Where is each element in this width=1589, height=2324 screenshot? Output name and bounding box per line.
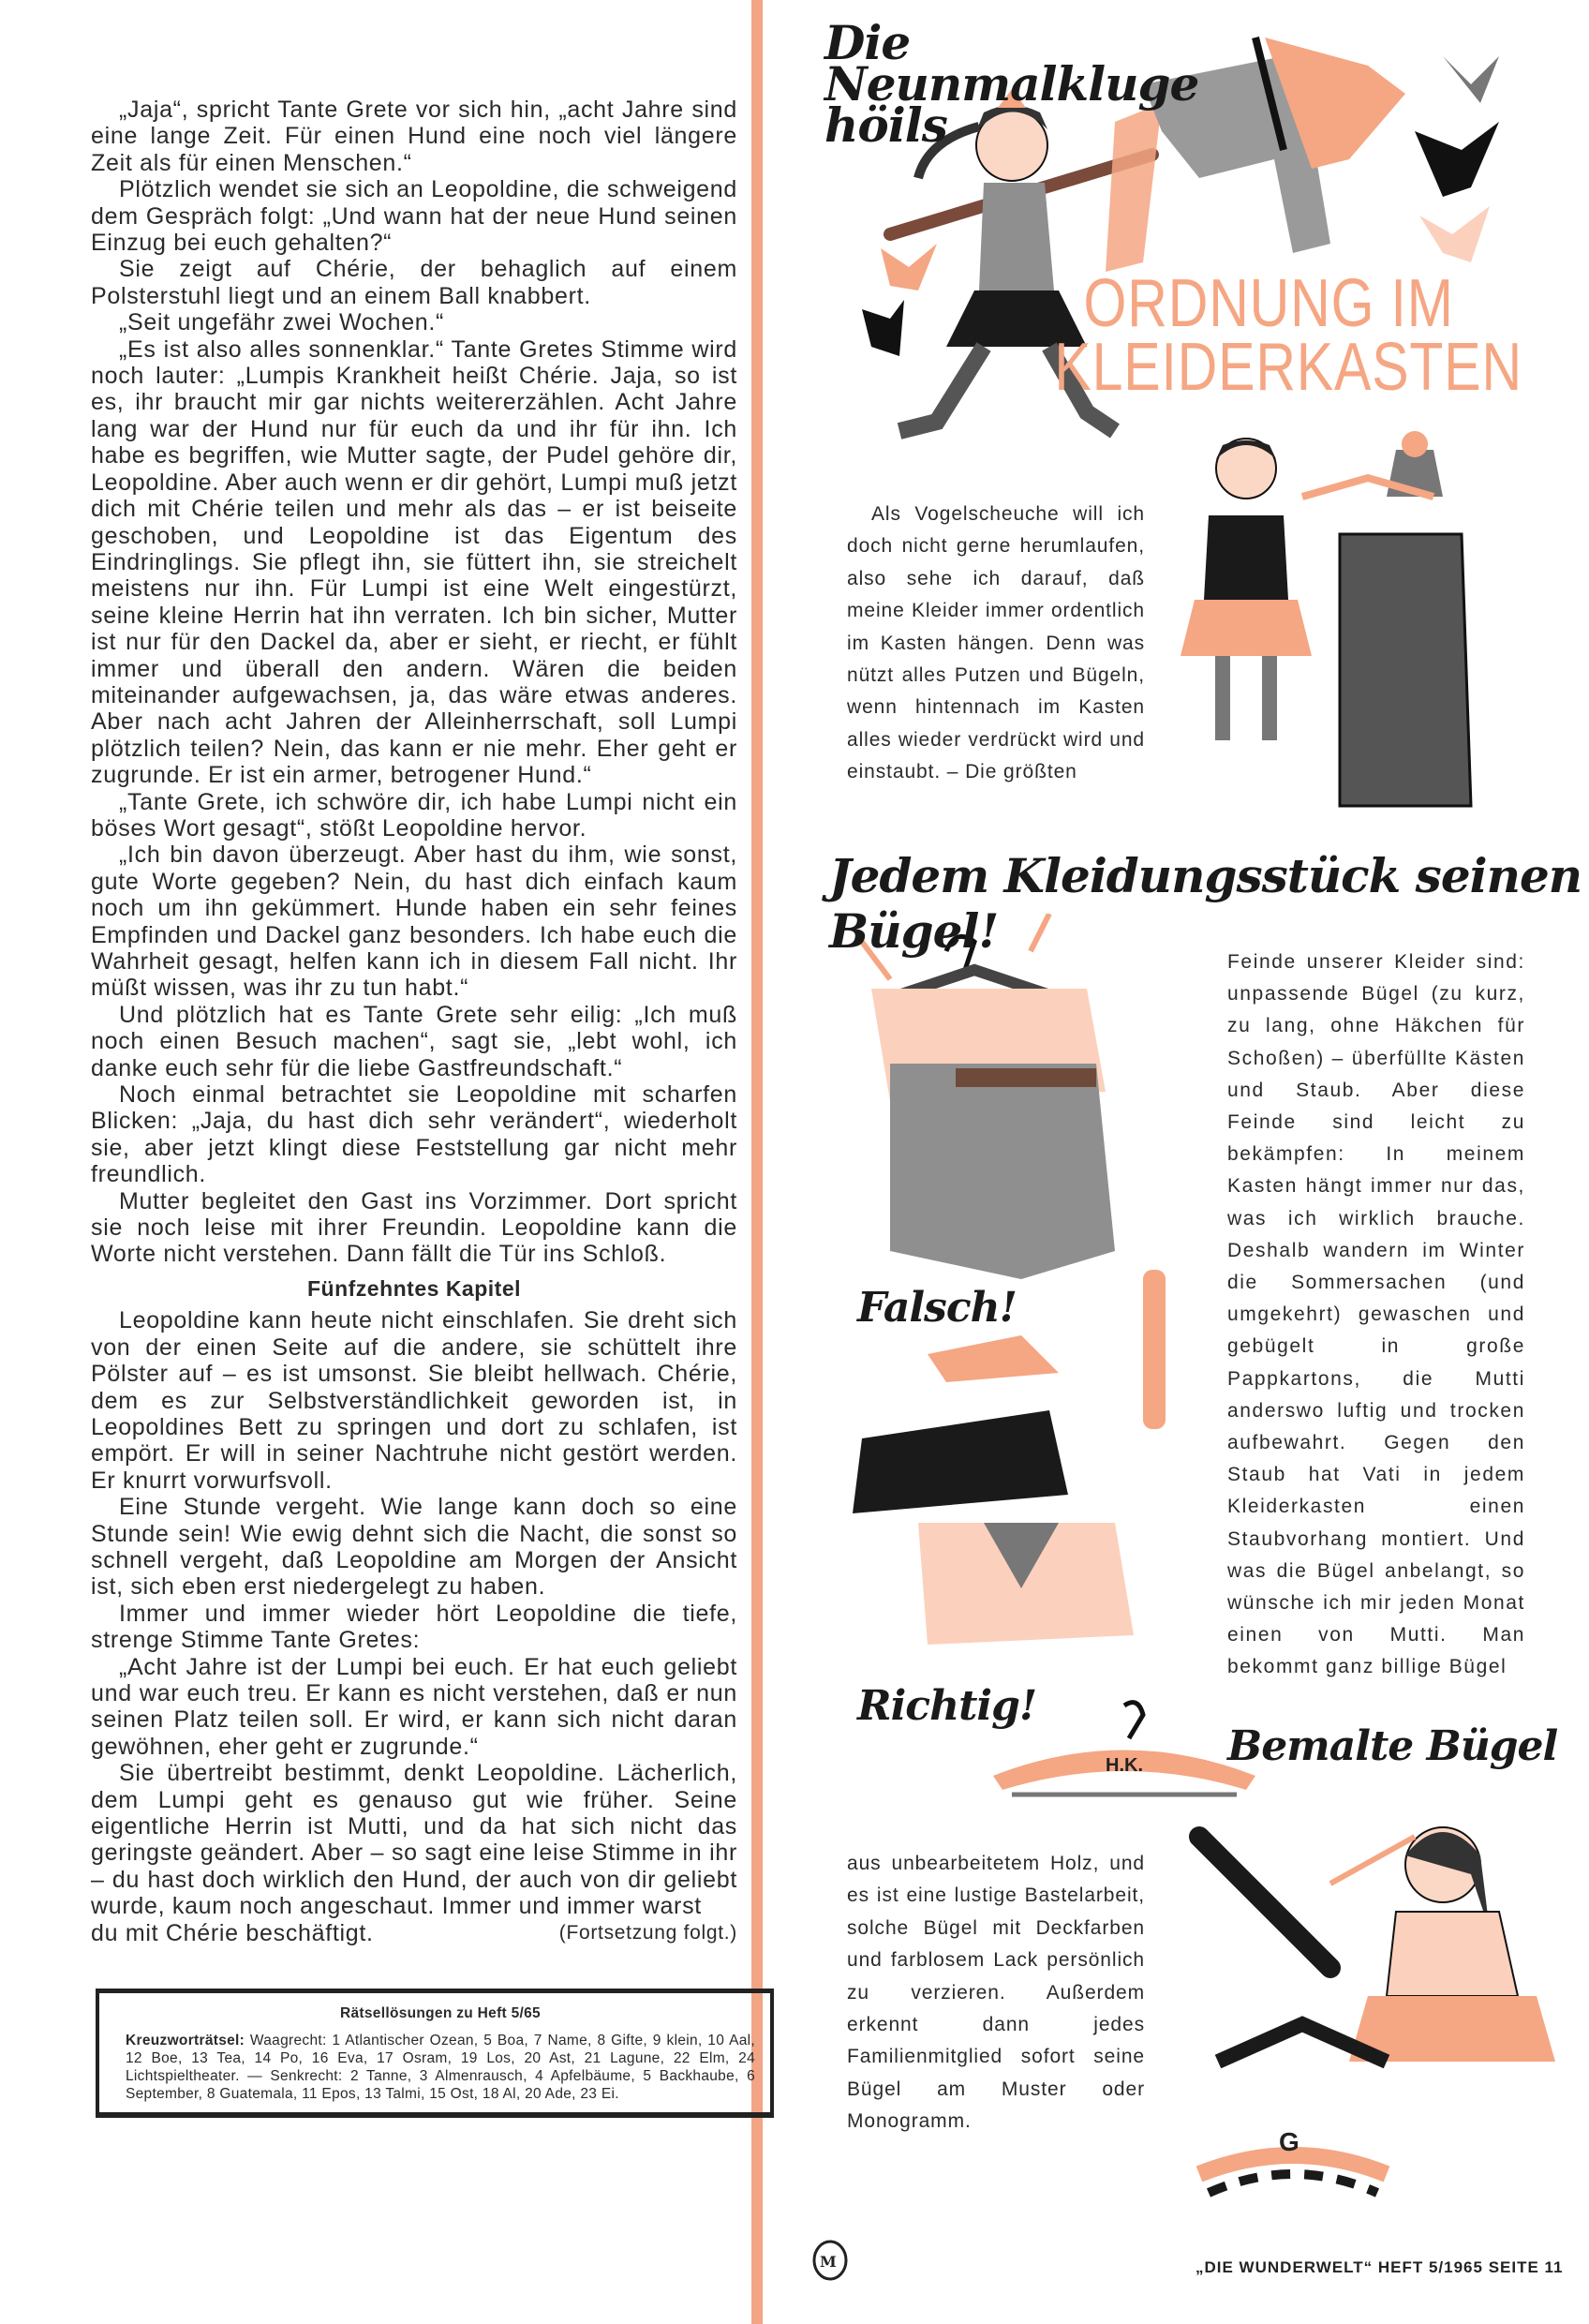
story-paragraph: Noch einmal betrachtet sie Leopoldine mit scharfen Blicken: „Jaja, du hast dich sehr verändert“, wiederholt sie, aber jetzt klingt diese Feststellung gar nicht mehr freundlich.	[91, 1081, 737, 1188]
story-paragraph: „Tante Grete, ich schwöre dir, ich habe Lumpi nicht ein böses Wort gesagt“, stößt Leopoldine hervor.	[91, 788, 737, 842]
coat-hanging-illustration	[1181, 431, 1499, 843]
jacket-shape	[890, 1064, 1115, 1279]
story-paragraph: Immer und immer wieder hört Leopoldine die tiefe, strenge Stimme Tante Gretes:	[91, 1600, 737, 1654]
story-paragraph: Mutter begleitet den Gast ins Vorzimmer. Dort spricht sie noch leise mit ihrer Freundin. Leopoldine kann die Worte nicht verstehen. Dann fällt die Tür ins Schloß.	[91, 1187, 737, 1268]
label-right: Richtig!	[857, 1682, 1037, 1730]
sweater-shape	[918, 1523, 1134, 1645]
svg-text:M: M	[820, 2253, 837, 2271]
hanger-letter: G	[1279, 2127, 1299, 2156]
puzzle-answers: Waagrecht: 1 Atlantischer Ozean, 5 Boa, 7 Name, 8 Gifte, 9 klein, 10 Aal, 12 Boe, 13 Tea, 14 Po, 16 Eva, 17 Osram, 19 Los, 20 Ast, 21 Lagune, 22 Elm, 24 Lichtspieltheater. — Senkrecht: 2 Tanne, 3 Almenrausch, 4 Apfelbäume, 5 Backhaube, 6 September, 8 Guatemala, 11 Epos, 13 Talmi, 15 Ost, 18 Al, 20 Ade, 23 Ei.	[126, 2033, 755, 2102]
feature-title-line: ORDNUNG IM	[1083, 266, 1454, 341]
painting-girl-illustration	[1162, 1780, 1555, 2240]
puzzle-solutions-box	[96, 1989, 774, 2118]
puzzle-body	[126, 2032, 755, 2103]
story-paragraph: Und plötzlich hat es Tante Grete sehr eilig: „Ich muß noch einen Besuch machen“, sagt sie, „lebt wohl, ich danke euch sehr für die liebe Gastfreundschaft.“	[91, 1001, 737, 1081]
hanger-monogram: H.K.	[1106, 1755, 1143, 1776]
story-paragraph: Leopoldine kann heute nicht einschlafen. Sie dreht sich von der einen Seite auf die andere, sie schüttelt ihre Pölster auf – es ist umsonst. Sie bleibt hellwach. Chérie, dem es zur Selbstverständlichkeit geworden ist, in Leopoldines Bett zu springen und dort zu schlafen, ist empört. Er will in seiner Nachtruhe nicht gestört werden. Er knurrt vorwurfsvoll.	[91, 1307, 737, 1494]
story-last-line	[91, 1920, 737, 1946]
coat-shape	[1340, 534, 1471, 806]
story-paragraph: „Acht Jahre ist der Lumpi bei euch. Er hat euch geliebt und war euch treu. Er kann es nicht verstehen, daß er nun seinen Platz teilen soll. Er wird, er kann sich nicht daran gewöhnen, eher geht er zugrunde.“	[91, 1653, 737, 1760]
story-paragraph: „Ich bin davon überzeugt. Aber hast du ihm, wie sonst, gute Worte gegeben? Nein, du hast dich einfach kaum noch um ihn gekümmert. Hunde haben ein sehr feines Empfinden und Dackel ganz besonders. Ich habe euch die Wahrheit gesagt, helfen kann ich in diesem Fall nicht. Ihr müßt wissen, was ihr zu tun habt.“	[91, 842, 737, 1002]
column-divider-bar	[751, 0, 763, 2324]
story-paragraph: „Es ist also alles sonnenklar.“ Tante Gretes Stimme wird noch lauter: „Lumpis Krankheit heißt Chérie. Jaja, so ist es, ihr braucht mir gar nichts weitererzählen. Acht Jahre lang war der Hund nur für euch da und ihr für ihn. Ich habe es begriffen, wie Mutter sagte, der Pudel gehöre dir, Leopoldine. Aber auch wenn er dir gehört, Lumpi muß jetzt dich mit Chérie teilen und mehr als das – er ist beiseite geschoben, und Leopoldine ist das Eigentum des Eindringlings. Sie pflegt ihn, sie füttert ihn, sie streichelt meistens nur ihn. Für Lumpi ist eine Welt eingestürzt, seine kleine Herrin hat ihn verraten. Ich bin sicher, Mutter ist nur für den Dackel da, aber er sieht, er riecht, er fühlt immer und überall den andern. Wären die beiden miteinander aufgewachsen, ja, das wäre etwas anderes. Aber nach acht Jahren der Alleinherrschaft, soll Lumpi plötzlich teilen? Nein, das kann er nie mehr. Eher geht er zugrunde. Er ist ein armer, betrogener Hund.“	[91, 335, 737, 789]
skirt-shape	[853, 1410, 1068, 1513]
label-wrong: Falsch!	[857, 1284, 1017, 1332]
publisher-logo	[811, 2238, 849, 2281]
story-paragraph: „Jaja“, spricht Tante Grete vor sich hin, „acht Jahre sind eine lange Zeit. Für einen Hund eine noch viel längere Zeit als für einen Menschen.“	[91, 97, 737, 176]
puzzle-title: Rätsellösungen zu Heft 5/65	[340, 2005, 541, 2021]
feature-kicker: Die Neunmalkluge höils	[824, 15, 1199, 153]
feature-paragraph-3: aus unbearbeitetem Holz, und es ist eine lustige Bastelarbeit, solche Bügel mit Deckfarben und farblosem Lack persönlich zu verzieren. Außerdem erkennt dann jedes Familienmitglied sofort seine Bügel am Muster oder Monogramm.	[847, 1853, 1145, 2133]
feature-title	[1054, 266, 1522, 405]
story-last-text: du mit Chérie beschäftigt.	[91, 1919, 374, 1946]
story-paragraph: Eine Stunde vergeht. Wie lange kann doch so eine Stunde sein! Wie ewig dehnt sich die Nacht, die sonst so schnell vergeht, daß Leopoldine am Morgen der Ansicht ist, sich eben erst niedergelegt zu haben.	[91, 1494, 737, 1601]
bird-icon	[862, 300, 904, 356]
bird-icon	[1415, 122, 1499, 197]
story-paragraph: Plötzlich wendet sie sich an Leopoldine, die schweigend dem Gespräch folgt: „Und wann hat der neue Hund seinen Einzug bei euch gehalten?“	[91, 176, 737, 257]
story-paragraph: „Seit ungefähr zwei Wochen.“	[119, 309, 445, 336]
bird-icon	[881, 244, 937, 290]
bird-icon	[1443, 56, 1499, 103]
bird-icon	[1419, 206, 1490, 262]
continued-note: (Fortsetzung folgt.)	[558, 1921, 737, 1944]
headline-hanger: Jedem Kleidungsstück seinen Bügel!	[829, 848, 1582, 959]
story-column	[91, 97, 737, 1946]
hanger-icon	[1199, 2155, 1387, 2193]
page-footer: „DIE WUNDERWELT“ HEFT 5/1965 SEITE 11	[1195, 2258, 1564, 2276]
feature-paragraph-2: Feinde unserer Kleider sind: unpassende Bügel (zu kurz, zu lang, ohne Häkchen für Schoßen) – überfüllte Kästen und Staub. Aber diese Feinde sind leicht zu bekämpfen: In meinem Kasten hängt immer nur das, was ich wirklich brauche. Deshalb wandern im Winter die Sommersachen (und umgekehrt) gewaschen und gebügelt in große Pappkartons, die Mutti anderswo luftig und trocken aufbewahrt. Gegen den Staub hat Vati in jedem Kleiderkasten einen Staubvorhang montiert. Und was die Bügel anbelangt, so wünsche ich mir jeden Monat einen von Mutti. Man bekommt ganz billige Bügel	[1227, 951, 1525, 1678]
hanger-icon	[1143, 1270, 1166, 1429]
headline-painted-hangers: Bemalte Bügel	[1227, 1722, 1558, 1770]
story-paragraph: Sie übertreibt bestimmt, denkt Leopoldine. Lächerlich, dem Lumpi geht es genauso gut wie früher. Seine eigentliche Herrin ist Mutti, und da hat sich nicht das geringste geändert. Aber – so sagt eine leise Stimme in ihr – du hast doch wirklich den Hund, der auch von dir geliebt wurde, kaum noch angeschaut. Immer und immer warst	[91, 1760, 737, 1920]
story-paragraph: Sie zeigt auf Chérie, der behaglich auf einem Polsterstuhl liegt und an einem Ball knabbert.	[91, 256, 737, 309]
feature-title-line: KLEIDERKASTEN	[1054, 330, 1522, 405]
puzzle-label: Kreuzworträtsel:	[126, 2033, 245, 2048]
feature-paragraph-1: Als Vogelscheuche will ich doch nicht gerne herumlaufen, also sehe ich darauf, daß meine Kleider immer ordentlich im Kasten hängen. Denn was nützt alles Putzen und Bügeln, wenn hintennach im Kasten alles wieder verdrückt wird und einstaubt. – Die größten	[847, 503, 1145, 783]
hanger-icon	[1199, 1837, 1330, 1968]
hanger-icon	[928, 1335, 1059, 1382]
chapter-heading: Fünfzehntes Kapitel	[306, 1275, 521, 1301]
